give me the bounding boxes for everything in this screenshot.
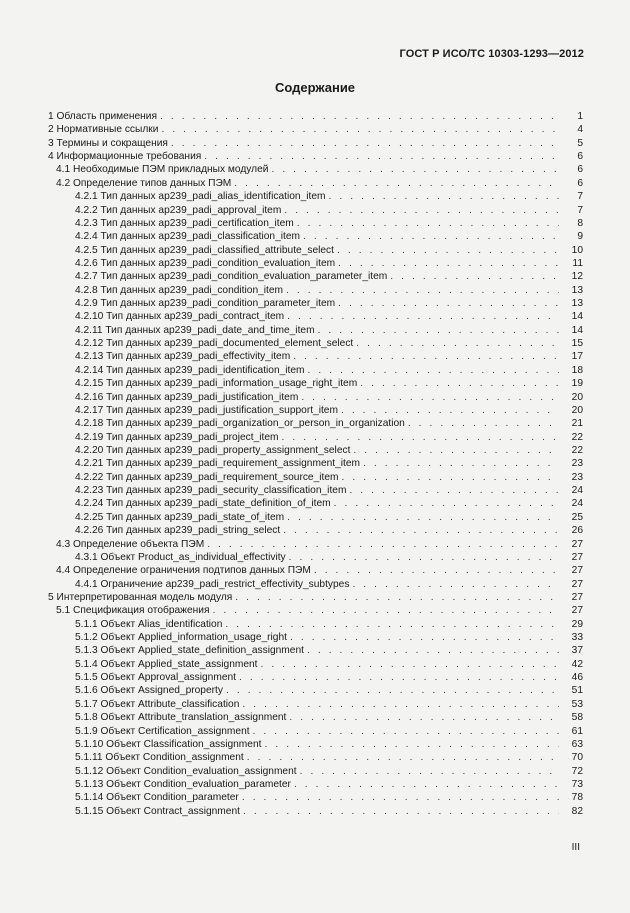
toc-entry-label: 5.1.3 Объект Applied_state_definition_assignment: [75, 645, 304, 657]
toc-entry-label: 4.2.2 Тип данных ap239_padi_approval_item: [75, 204, 282, 216]
toc-entry-page: 58: [571, 712, 583, 724]
toc-leader-dots: [408, 417, 559, 430]
toc-entry-label: 4.2.1 Тип данных ap239_padi_alias_identification_item: [75, 191, 326, 203]
toc-entry-page: 27: [571, 605, 583, 617]
toc-leader-dots: [290, 631, 559, 644]
toc-entry[interactable]: [48, 551, 583, 564]
toc-entry-page: 13: [571, 284, 583, 296]
toc-leader-dots: [301, 391, 559, 404]
toc-entry-label: 5.1.13 Объект Condition_evaluation_parameter: [75, 778, 291, 790]
toc-entry[interactable]: [48, 217, 583, 230]
toc-entry[interactable]: [48, 684, 583, 697]
toc-entry-page: 61: [571, 725, 583, 737]
toc-leader-dots: [171, 137, 559, 150]
toc-leader-dots: [261, 658, 559, 671]
toc-leader-dots: [161, 123, 559, 136]
toc-entry-label: 4.2.8 Тип данных ap239_padi_condition_item: [75, 284, 284, 296]
toc-entry-label: 5.1.4 Объект Applied_state_assignment: [75, 658, 258, 670]
toc-entry[interactable]: [48, 591, 583, 604]
toc-leader-dots: [338, 257, 559, 270]
toc-entry-page: 11: [572, 257, 583, 269]
toc-leader-dots: [234, 177, 559, 190]
toc-leader-dots: [239, 671, 559, 684]
toc-entry-page: 21: [571, 418, 583, 430]
toc-entry[interactable]: [48, 110, 583, 123]
toc-leader-dots: [363, 457, 559, 470]
toc-entry-label: 4.4.1 Ограничение ap239_padi_restrict_effectivity_subtypes: [75, 578, 350, 590]
toc-leader-dots: [213, 604, 560, 617]
toc-entry[interactable]: [48, 324, 583, 337]
toc-leader-dots: [353, 444, 559, 457]
toc-entry-label: 5 Интерпретированная модель модуля: [48, 591, 233, 603]
toc-entry-page: 9: [577, 231, 583, 243]
toc-entry-label: 3 Термины и сокращения: [48, 137, 168, 149]
toc-entry-page: 14: [571, 311, 583, 323]
toc-entry[interactable]: [48, 123, 583, 136]
toc-entry-page: 51: [571, 685, 583, 697]
toc-entry[interactable]: [48, 698, 583, 711]
toc-entry-label: 4.2.17 Тип данных ap239_padi_justification_support_item: [75, 404, 338, 416]
toc-entry-label: 4.2 Определение типов данных ПЭМ: [56, 177, 232, 189]
toc-entry-page: 72: [571, 765, 583, 777]
toc-entry-label: 4.2.24 Тип данных ap239_padi_state_definition_of_item: [75, 498, 331, 510]
toc-entry[interactable]: [48, 524, 583, 537]
toc-leader-dots: [342, 471, 559, 484]
standard-header: ГОСТ Р ИСО/ТС 10303-1293—2012: [399, 48, 584, 60]
toc-leader-dots: [287, 310, 559, 323]
toc-entry-page: 4: [577, 124, 583, 136]
toc-entry[interactable]: [48, 604, 583, 617]
toc-entry[interactable]: [48, 417, 583, 430]
toc-entry[interactable]: [48, 337, 583, 350]
toc-entry[interactable]: [48, 484, 583, 497]
toc-leader-dots: [207, 538, 559, 551]
toc-entry-page: 24: [571, 485, 583, 497]
toc-entry-page: 25: [571, 511, 583, 523]
toc-entry-page: 19: [571, 378, 583, 390]
toc-entry-page: 8: [577, 217, 583, 229]
toc-entry-page: 73: [571, 778, 583, 790]
toc-entry-label: 5.1.9 Объект Certification_assignment: [75, 725, 250, 737]
toc-entry[interactable]: [48, 751, 583, 764]
toc-leader-dots: [226, 684, 559, 697]
toc-entry-page: 82: [571, 805, 583, 817]
toc-leader-dots: [235, 591, 559, 604]
toc-entry[interactable]: [48, 765, 583, 778]
toc-entry-page: 22: [571, 431, 583, 443]
toc-entry-page: 27: [571, 551, 583, 563]
toc-entry-page: 13: [571, 298, 583, 310]
toc-entry-page: 78: [571, 792, 583, 804]
toc-entry-label: 4.2.5 Тип данных ap239_padi_classified_attribute_select: [75, 244, 334, 256]
toc-leader-dots: [294, 778, 559, 791]
toc-entry[interactable]: [48, 497, 583, 510]
toc-entry[interactable]: [48, 377, 583, 390]
toc-entry-page: 12: [571, 271, 583, 283]
toc-leader-dots: [390, 270, 559, 283]
toc-entry[interactable]: [48, 310, 583, 323]
toc-entry-page: 22: [571, 444, 583, 456]
toc-entry[interactable]: [48, 791, 583, 804]
toc-leader-dots: [349, 484, 559, 497]
toc-entry-page: 23: [571, 458, 583, 470]
toc-entry-label: 5.1.8 Объект Attribute_translation_assignment: [75, 712, 287, 724]
toc-leader-dots: [314, 564, 559, 577]
toc-entry[interactable]: [48, 444, 583, 457]
toc-entry-label: 4.2.15 Тип данных ap239_padi_information_usage_right_item: [75, 378, 358, 390]
toc-entry-label: 4.2.3 Тип данных ap239_padi_certification_item: [75, 217, 294, 229]
toc-entry-label: 4 Информационные требования: [48, 151, 202, 163]
toc-entry-page: 20: [571, 404, 583, 416]
toc-leader-dots: [287, 511, 559, 524]
toc-entry-label: 4.2.20 Тип данных ap239_padi_property_assignment_select: [75, 444, 351, 456]
toc-entry-page: 63: [571, 738, 583, 750]
toc-entry[interactable]: [48, 204, 583, 217]
toc-entry[interactable]: [48, 190, 583, 203]
toc-entry[interactable]: [48, 711, 583, 724]
toc-leader-dots: [243, 805, 559, 818]
toc-entry[interactable]: [48, 297, 583, 310]
toc-entry[interactable]: [48, 350, 583, 363]
toc-entry[interactable]: [48, 284, 583, 297]
toc-entry-page: 7: [577, 191, 583, 203]
toc-entry[interactable]: [48, 805, 583, 818]
toc-entry-label: 5.1.10 Объект Classification_assignment: [75, 738, 262, 750]
toc-entry-page: 20: [571, 391, 583, 403]
toc-entry[interactable]: [48, 618, 583, 631]
toc-entry-label: 5.1.11 Объект Condition_assignment: [75, 752, 244, 764]
toc-entry[interactable]: [48, 631, 583, 644]
toc-entry-label: 4.2.16 Тип данных ap239_padi_justification_item: [75, 391, 299, 403]
toc-entry-label: 5.1.5 Объект Approval_assignment: [75, 672, 236, 684]
toc-entry-page: 6: [577, 151, 583, 163]
toc-leader-dots: [289, 551, 559, 564]
toc-entry-page: 53: [571, 698, 583, 710]
toc-entry-label: 4.2.7 Тип данных ap239_padi_condition_evaluation_parameter_item: [75, 271, 388, 283]
toc-entry-label: 5.1 Спецификация отображения: [56, 605, 210, 617]
toc-leader-dots: [308, 364, 559, 377]
toc-entry-label: 4.2.19 Тип данных ap239_padi_project_item: [75, 431, 279, 443]
toc-entry-page: 1: [577, 111, 583, 122]
toc-entry-page: 70: [571, 752, 583, 764]
toc-entry[interactable]: [48, 270, 583, 283]
toc-leader-dots: [334, 497, 559, 510]
toc-entry-page: 18: [571, 364, 583, 376]
toc-entry-page: 33: [571, 632, 583, 644]
toc-leader-dots: [338, 297, 559, 310]
toc-entry-label: 4.2.10 Тип данных ap239_padi_contract_item: [75, 311, 285, 323]
toc-entry-label: 4.2.22 Тип данных ap239_padi_requirement_source_item: [75, 471, 339, 483]
toc-entry[interactable]: [48, 578, 583, 591]
toc-entry-label: 4.2.11 Тип данных ap239_padi_date_and_time_item: [75, 324, 315, 336]
toc-leader-dots: [242, 698, 559, 711]
toc-entry-label: 4.2.4 Тип данных ap239_padi_classification_item: [75, 231, 300, 243]
toc-entry-label: 4.4 Определение ограничения подтипов данных ПЭМ: [56, 565, 311, 577]
toc-entry[interactable]: [48, 778, 583, 791]
toc-entry[interactable]: [48, 725, 583, 738]
toc-entry-page: 46: [571, 672, 583, 684]
toc-entry-page: 7: [577, 204, 583, 216]
toc-entry-page: 37: [571, 645, 583, 657]
toc-leader-dots: [337, 244, 559, 257]
toc-entry[interactable]: [48, 364, 583, 377]
toc-leader-dots: [253, 725, 559, 738]
toc-entry-label: 4.2.26 Тип данных ap239_padi_string_select: [75, 525, 281, 537]
toc-leader-dots: [247, 751, 559, 764]
toc-title: Содержание: [274, 80, 356, 95]
toc-leader-dots: [318, 324, 559, 337]
toc-leader-dots: [204, 150, 559, 163]
toc-entry[interactable]: [48, 177, 583, 190]
toc-entry-label: 4.1 Необходимые ПЭМ прикладных модулей: [56, 164, 269, 176]
toc-entry-label: 4.2.14 Тип данных ap239_padi_identification_item: [75, 364, 305, 376]
toc-entry-label: 1 Область применения: [48, 111, 157, 122]
toc-entry-label: 4.3 Определение объекта ПЭМ: [56, 538, 205, 550]
toc-leader-dots: [307, 644, 559, 657]
toc-entry-label: 5.1.6 Объект Assigned_property: [75, 685, 223, 697]
table-of-contents: [48, 110, 583, 818]
toc-entry[interactable]: [48, 257, 583, 270]
toc-leader-dots: [160, 110, 559, 123]
toc-leader-dots: [282, 431, 560, 444]
toc-entry-page: 42: [571, 658, 583, 670]
toc-leader-dots: [283, 524, 559, 537]
toc-leader-dots: [297, 217, 559, 230]
toc-entry-label: 5.1.7 Объект Attribute_classification: [75, 698, 240, 710]
toc-entry-page: 29: [571, 618, 583, 630]
toc-entry-page: 27: [571, 578, 583, 590]
toc-entry-label: 5.1.15 Объект Contract_assignment: [75, 805, 240, 817]
toc-entry-label: 2 Нормативные ссылки: [48, 124, 159, 136]
toc-entry-page: 24: [571, 498, 583, 510]
toc-entry[interactable]: [48, 150, 583, 163]
toc-leader-dots: [289, 711, 559, 724]
toc-entry-page: 23: [571, 471, 583, 483]
toc-leader-dots: [303, 230, 559, 243]
page-number: III: [571, 842, 580, 853]
toc-entry-page: 27: [571, 591, 583, 603]
toc-entry-page: 6: [577, 164, 583, 176]
toc-entry-label: 4.2.18 Тип данных ap239_padi_organization_or_person_in_organization: [75, 418, 405, 430]
toc-entry-label: 5.1.2 Объект Applied_information_usage_right: [75, 632, 287, 644]
toc-entry[interactable]: [48, 163, 583, 176]
toc-entry-page: 5: [577, 137, 583, 149]
toc-entry[interactable]: [48, 471, 583, 484]
toc-entry[interactable]: [48, 644, 583, 657]
toc-entry[interactable]: [48, 404, 583, 417]
toc-entry[interactable]: [48, 658, 583, 671]
toc-entry-label: 5.1.14 Объект Condition_parameter: [75, 792, 239, 804]
toc-leader-dots: [293, 350, 559, 363]
toc-entry[interactable]: [48, 137, 583, 150]
toc-entry-page: 27: [571, 538, 583, 550]
toc-entry-label: 4.2.12 Тип данных ap239_padi_documented_element_select: [75, 338, 354, 350]
toc-leader-dots: [225, 618, 559, 631]
toc-entry-page: 26: [571, 525, 583, 537]
toc-entry[interactable]: [48, 738, 583, 751]
toc-leader-dots: [286, 284, 559, 297]
toc-entry-label: 4.2.9 Тип данных ap239_padi_condition_parameter_item: [75, 298, 336, 310]
toc-leader-dots: [300, 765, 559, 778]
toc-leader-dots: [271, 163, 559, 176]
toc-leader-dots: [242, 791, 559, 804]
toc-entry-page: 10: [571, 244, 583, 256]
toc-entry[interactable]: [48, 511, 583, 524]
toc-entry[interactable]: [48, 431, 583, 444]
toc-entry[interactable]: [48, 244, 583, 257]
toc-entry[interactable]: [48, 671, 583, 684]
toc-entry-page: 17: [571, 351, 583, 363]
toc-entry[interactable]: [48, 391, 583, 404]
toc-leader-dots: [352, 578, 559, 591]
toc-leader-dots: [329, 190, 560, 203]
toc-leader-dots: [341, 404, 559, 417]
toc-entry[interactable]: [48, 538, 583, 551]
toc-entry-label: 4.2.6 Тип данных ap239_padi_condition_evaluation_item: [75, 257, 336, 269]
toc-entry-label: 4.2.13 Тип данных ap239_padi_effectivity_item: [75, 351, 291, 363]
toc-entry[interactable]: [48, 457, 583, 470]
toc-entry-page: 14: [571, 324, 583, 336]
toc-leader-dots: [356, 337, 559, 350]
toc-entry-label: 4.2.25 Тип данных ap239_padi_state_of_item: [75, 511, 285, 523]
toc-entry-page: 6: [577, 177, 583, 189]
toc-leader-dots: [264, 738, 559, 751]
toc-entry-label: 4.3.1 Объект Product_as_individual_effectivity: [75, 551, 286, 563]
toc-leader-dots: [284, 204, 559, 217]
toc-entry-page: 15: [571, 338, 583, 350]
toc-entry-label: 5.1.1 Объект Alias_identification: [75, 618, 223, 630]
toc-entry-label: 5.1.12 Объект Condition_evaluation_assignment: [75, 765, 297, 777]
toc-entry-label: 4.2.23 Тип данных ap239_padi_security_classification_item: [75, 485, 347, 497]
toc-leader-dots: [360, 377, 559, 390]
toc-entry-page: 27: [571, 565, 583, 577]
toc-entry[interactable]: [48, 564, 583, 577]
toc-entry-label: 4.2.21 Тип данных ap239_padi_requirement_assignment_item: [75, 458, 361, 470]
toc-entry[interactable]: [48, 230, 583, 243]
